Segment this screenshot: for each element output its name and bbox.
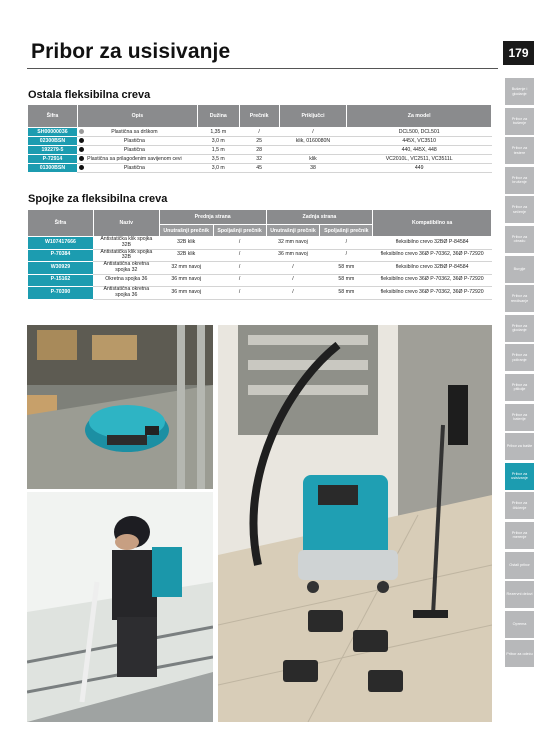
compat-cell: fleksibilno crevo 36Ø P-70362, 36Ø P-72920 bbox=[373, 249, 492, 262]
rear-out-cell: 58 mm bbox=[320, 274, 373, 287]
header-connectors: Priključci bbox=[279, 105, 347, 128]
side-tab[interactable]: Pribor za testere bbox=[505, 137, 534, 164]
header-front: Prednja strana bbox=[159, 210, 266, 225]
description-cell bbox=[77, 146, 197, 155]
front-in-cell: 36 mm navoj bbox=[159, 274, 213, 287]
side-tab[interactable]: Pribor za bušenje bbox=[505, 108, 534, 135]
model-cell: 445X, VC3510 bbox=[347, 137, 492, 146]
header-rear-outer: Spoljašnji prečnik bbox=[320, 225, 373, 237]
length-cell: 3,0 m bbox=[197, 137, 239, 146]
rear-out-cell: / bbox=[320, 237, 373, 250]
diameter-cell: / bbox=[239, 128, 279, 137]
rear-in-cell: 36 mm navoj bbox=[266, 249, 320, 262]
header-front-outer: Spoljašnji prečnik bbox=[213, 225, 266, 237]
category-side-tabs bbox=[505, 78, 534, 670]
connectors-cell: / bbox=[279, 128, 347, 137]
diameter-cell: 45 bbox=[239, 164, 279, 173]
diameter-cell: 28 bbox=[239, 146, 279, 155]
front-out-cell: / bbox=[213, 262, 266, 275]
table-row bbox=[28, 262, 492, 275]
diameter-cell: 32 bbox=[239, 155, 279, 164]
table-row bbox=[28, 164, 492, 173]
table-row bbox=[28, 274, 492, 287]
description-cell bbox=[77, 128, 197, 137]
name-cell: Antistatična okretna spojka 36 bbox=[93, 287, 159, 300]
rear-out-cell: 58 mm bbox=[320, 287, 373, 300]
couplings-table bbox=[27, 209, 492, 300]
side-tab[interactable]: Pribor za bašte bbox=[505, 433, 534, 460]
table-row bbox=[28, 237, 492, 250]
side-tab[interactable]: Rezervni delovi bbox=[505, 581, 534, 608]
description: Plastična sa prilagođenim savijenom cevi bbox=[87, 156, 182, 162]
product-code: 02300BSN bbox=[28, 137, 78, 146]
description-cell bbox=[77, 155, 197, 164]
connectors-cell: 38 bbox=[279, 164, 347, 173]
side-tab[interactable]: Pribor za sečenje bbox=[505, 196, 534, 223]
front-in-cell: 32B klik bbox=[159, 237, 213, 250]
product-code: P-70390 bbox=[28, 287, 94, 300]
length-cell: 1,5 m bbox=[197, 146, 239, 155]
model-cell: DCL500, DCL501 bbox=[347, 128, 492, 137]
header-name: Naziv bbox=[93, 210, 159, 237]
side-tab[interactable]: Pribor za poliranje bbox=[505, 344, 534, 371]
product-code: P-70384 bbox=[28, 249, 94, 262]
connectors-cell bbox=[279, 146, 347, 155]
front-in-cell: 36 mm navoj bbox=[159, 287, 213, 300]
header-code: Šifra bbox=[28, 105, 78, 128]
header-length: Dužina bbox=[197, 105, 239, 128]
compat-cell: fleksibilno crevo 36Ø P-70362, 36Ø P-72920 bbox=[373, 287, 492, 300]
description-cell bbox=[77, 164, 197, 173]
header-code: Šifra bbox=[28, 210, 94, 237]
table-row bbox=[28, 155, 492, 164]
front-out-cell: / bbox=[213, 274, 266, 287]
table-row bbox=[28, 137, 492, 146]
table-row bbox=[28, 249, 492, 262]
name-cell: Antistatička klik spojka 32B bbox=[93, 237, 159, 250]
description-cell bbox=[77, 137, 197, 146]
description: Plastična bbox=[123, 138, 145, 144]
side-tab[interactable]: Pribor za baterije bbox=[505, 404, 534, 431]
compat-cell: fleksibilno crevo 36Ø P-70362, 36Ø P-72920 bbox=[373, 274, 492, 287]
side-tab[interactable]: Oprema bbox=[505, 611, 534, 638]
table-row bbox=[28, 287, 492, 300]
rear-in-cell: / bbox=[266, 274, 320, 287]
page-number: 179 bbox=[503, 41, 534, 65]
rear-in-cell: / bbox=[266, 262, 320, 275]
header-diameter: Prečnik bbox=[239, 105, 279, 128]
diameter-cell: 25 bbox=[239, 137, 279, 146]
product-code: W30929 bbox=[28, 262, 94, 275]
product-code: P-72914 bbox=[28, 155, 78, 164]
rear-in-cell: / bbox=[266, 287, 320, 300]
connectors-cell: klik bbox=[279, 155, 347, 164]
section-title-hoses: Ostala fleksibilna creva bbox=[28, 89, 151, 101]
backpack-vacuum-photo bbox=[27, 492, 213, 722]
side-tab[interactable]: Pribor za obradu bbox=[505, 226, 534, 253]
rear-in-cell: 32 mm navoj bbox=[266, 237, 320, 250]
connectors-cell: klik, 0160080N bbox=[279, 137, 347, 146]
side-tab[interactable]: Pribor za odeću bbox=[505, 640, 534, 667]
front-in-cell: 32B klik bbox=[159, 249, 213, 262]
product-code: SH00000036 bbox=[28, 128, 78, 137]
model-cell: 449 bbox=[347, 164, 492, 173]
length-cell: 1,35 m bbox=[197, 128, 239, 137]
header-front-inner: Unutrašnji prečnik bbox=[159, 225, 213, 237]
section-title-couplings: Spojke za fleksibilna creva bbox=[28, 193, 168, 205]
side-tab[interactable]: Pribor za pištolje bbox=[505, 374, 534, 401]
header-description: Opis bbox=[77, 105, 197, 128]
product-code: W107417666 bbox=[28, 237, 94, 250]
model-cell: 440, 445X, 448 bbox=[347, 146, 492, 155]
title-divider bbox=[27, 68, 498, 69]
front-out-cell: / bbox=[213, 287, 266, 300]
length-cell: 3,5 m bbox=[197, 155, 239, 164]
description: Plastična sa drškom bbox=[111, 129, 158, 135]
product-code: 192279-5 bbox=[28, 146, 78, 155]
compat-cell: fleksibilno crevo 32BØ P-84584 bbox=[373, 237, 492, 250]
side-tab[interactable]: Bušenje i glodanje bbox=[505, 78, 534, 105]
side-tab[interactable]: Ostali pribor bbox=[505, 552, 534, 579]
header-rear: Zadnja strana bbox=[266, 210, 373, 225]
name-cell: Antistatička klik spojka 32B bbox=[93, 249, 159, 262]
name-cell: Okretna spojka 36 bbox=[93, 274, 159, 287]
side-tab[interactable]: Pribor za glodanje bbox=[505, 315, 534, 342]
top-bar bbox=[0, 0, 534, 12]
table-row bbox=[28, 146, 492, 155]
page-title: Pribor za usisivanje bbox=[31, 40, 231, 63]
front-in-cell: 32 mm navoj bbox=[159, 262, 213, 275]
length-cell: 3,0 m bbox=[197, 164, 239, 173]
compat-cell: fleksibilno crevo 32BØ P-84584 bbox=[373, 262, 492, 275]
model-cell: VC2010L, VC2511, VC3511L bbox=[347, 155, 492, 164]
side-tab[interactable]: Pribor za rendisanje bbox=[505, 285, 534, 312]
side-tab[interactable]: Pribor za usisivanje bbox=[505, 463, 534, 490]
table-row bbox=[28, 128, 492, 137]
header-compatible: Kompatibilno sa bbox=[373, 210, 492, 237]
side-tab[interactable]: Burgije bbox=[505, 256, 534, 283]
header-rear-inner: Unutrašnji prečnik bbox=[266, 225, 320, 237]
rear-out-cell: 58 mm bbox=[320, 262, 373, 275]
front-out-cell: / bbox=[213, 237, 266, 250]
side-tab[interactable]: Pribor za čišćenje bbox=[505, 492, 534, 519]
header-model: Za model bbox=[347, 105, 492, 128]
hoses-table bbox=[27, 104, 492, 173]
name-cell: Antistatična okretna spojka 32 bbox=[93, 262, 159, 275]
side-tab[interactable]: Pribor za brušenje bbox=[505, 167, 534, 194]
product-code: 01300BSN bbox=[28, 164, 78, 173]
wet-dry-vacuum-photo bbox=[218, 325, 492, 722]
description: Plastična bbox=[123, 165, 145, 171]
description: Plastična bbox=[123, 147, 145, 153]
side-tab[interactable]: Pribor za merenje bbox=[505, 522, 534, 549]
rear-out-cell: / bbox=[320, 249, 373, 262]
front-out-cell: / bbox=[213, 249, 266, 262]
robot-vacuum-photo bbox=[27, 325, 213, 489]
product-code: P-15162 bbox=[28, 274, 94, 287]
